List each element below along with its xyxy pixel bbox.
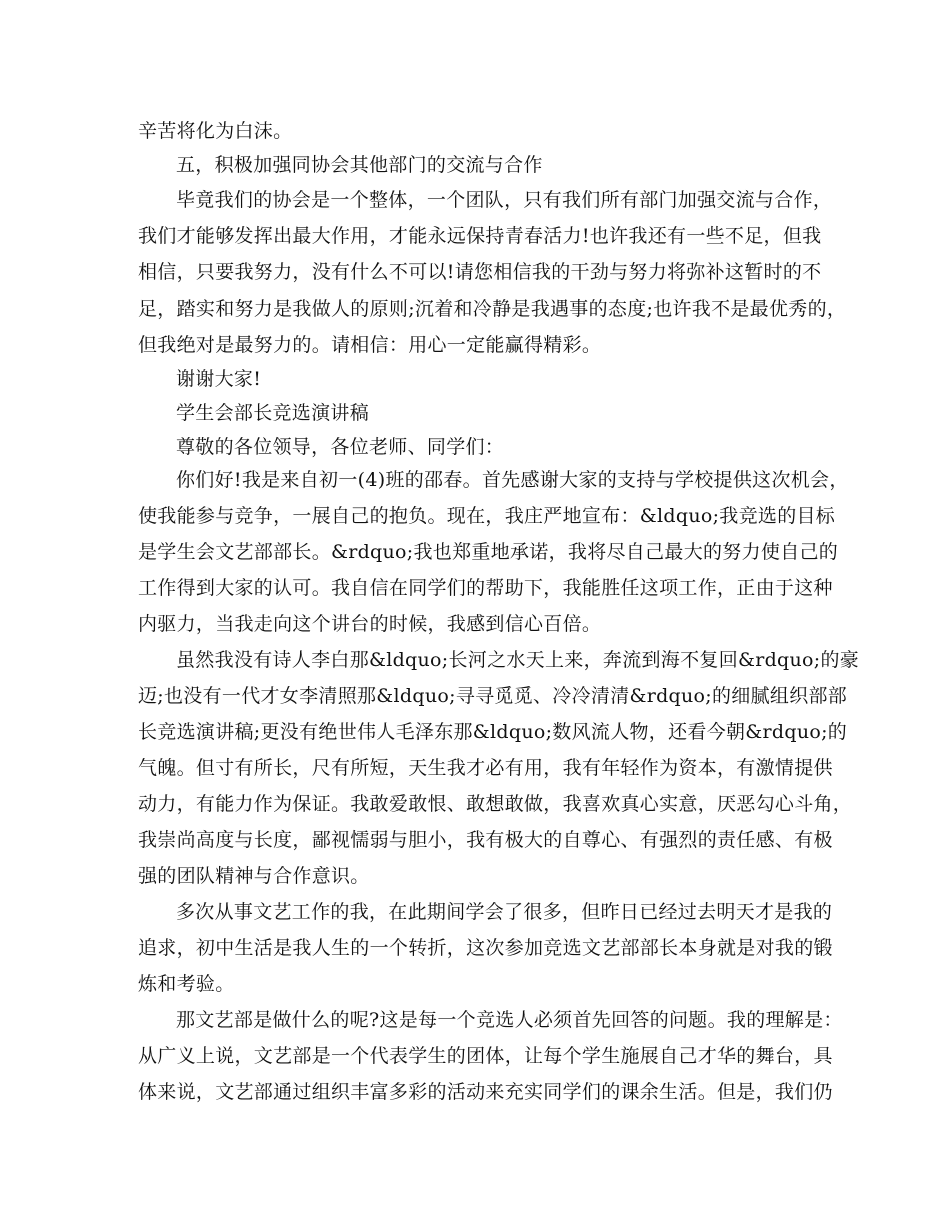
text-line: 你们好!我是来自初一(4)班的邵春。首先感谢大家的支持与学校提供这次机会， xyxy=(176,469,849,491)
text-line: 虽然我没有诗人李白那&ldquo;长河之水天上来，奔流到海不复回&rdquo;的豪 xyxy=(176,649,860,671)
text-line: 长竞选演讲稿;更没有绝世伟人毛泽东那&ldquo;数风流人物，还看今朝&rdquo;的 xyxy=(138,721,848,743)
text-line: 相信，只要我努力，没有什么不可以!请您相信我的干劲与努力将弥补这暂时的不 xyxy=(138,261,822,283)
text-line: 辛苦将化为白沫。 xyxy=(138,120,293,142)
text-line: 是学生会文艺部部长。&rdquo;我也郑重地承诺，我将尽自己最大的努力使自己的 xyxy=(138,541,839,563)
text-line: 从广义上说，文艺部是一个代表学生的团体，让每个学生施展自己才华的舞台，具 xyxy=(138,1045,833,1067)
text-line: 内驱力，当我走向这个讲台的时候，我感到信心百倍。 xyxy=(138,613,602,635)
text-line: 使我能参与竞争，一展自己的抱负。现在，我庄严地宣布：&ldquo;我竞选的目标 xyxy=(138,505,836,527)
text-line: 多次从事文艺工作的我，在此期间学会了很多，但昨日已经过去明天才是我的 xyxy=(176,901,833,923)
text-line: 毕竟我们的协会是一个整体，一个团队，只有我们所有部门加强交流与合作， xyxy=(176,189,833,211)
text-line: 我崇尚高度与长度，鄙视懦弱与胆小，我有极大的自尊心、有强烈的责任感、有极 xyxy=(138,829,833,851)
text-line: 那文艺部是做什么的呢?这是每一个竞选人必须首先回答的问题。我的理解是： xyxy=(176,1009,843,1031)
text-line: 追求，初中生活是我人生的一个转折，这次参加竞选文艺部部长本身就是对我的锻 xyxy=(138,937,833,959)
text-line: 工作得到大家的认可。我自信在同学们的帮助下，我能胜任这项工作，正由于这种 xyxy=(138,577,833,599)
salutation: 尊敬的各位领导，各位老师、同学们： xyxy=(176,436,505,458)
text-line: 足，踏实和努力是我做人的原则;沉着和冷静是我遇事的态度;也许我不是最优秀的， xyxy=(138,298,847,320)
text-line: 气魄。但寸有所长，尺有所短，天生我才必有用，我有年轻作为资本，有激情提供 xyxy=(138,757,833,779)
section-heading: 五，积极加强同协会其他部门的交流与合作 xyxy=(176,154,543,176)
text-line: 谢谢大家! xyxy=(176,368,262,390)
text-line: 我们才能够发挥出最大作用，才能永远保持青春活力!也许我还有一些不足，但我 xyxy=(138,225,822,247)
text-line: 体来说，文艺部通过组织丰富多彩的活动来充实同学们的课余生活。但是，我们仍 xyxy=(138,1081,833,1103)
text-line: 迈;也没有一代才女李清照那&ldquo;寻寻觅觅、冷冷清清&rdquo;的细腻组织部部 xyxy=(138,685,848,707)
text-line: 强的团队精神与合作意识。 xyxy=(138,865,370,887)
text-line: 但我绝对是最努力的。请相信：用心一定能赢得精彩。 xyxy=(138,334,602,356)
text-line: 炼和考验。 xyxy=(138,973,235,995)
text-line: 动力，有能力作为保证。我敢爱敢恨、敢想敢做，我喜欢真心实意，厌恶勾心斗角， xyxy=(138,793,853,815)
document-title: 学生会部长竞选演讲稿 xyxy=(176,402,370,424)
